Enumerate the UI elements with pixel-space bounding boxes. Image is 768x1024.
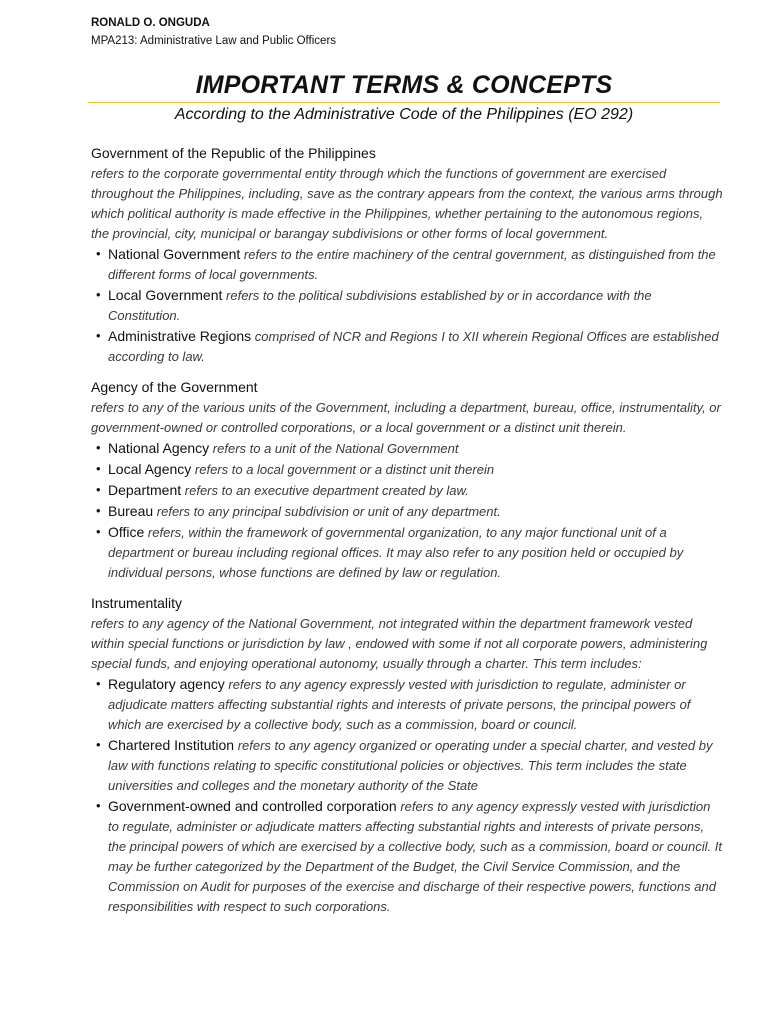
term-item: [91, 285, 723, 326]
bullet-icon: •: [96, 287, 101, 302]
term-item: [91, 326, 723, 367]
term-item: [91, 244, 723, 285]
term-definition: refers to a unit of the National Government: [209, 441, 459, 456]
term-definition: refers to any agency organized or operating under a special charter, and vested by law with functions relating to specific constitutional policies or objectives. This term includes the state universities and colleges and the monetary authority of the State: [108, 738, 713, 793]
section-title: Government of the Republic of the Philippines: [91, 145, 376, 161]
term-item: [91, 522, 723, 583]
term-definition: refers to any agency expressly vested with jurisdiction to regulate, administer or adjudicate matters affecting substantial rights and interests of private persons, the principal powers of which are exercised by a collective body, such as a commission, board or council.: [108, 677, 691, 732]
term-item: [91, 674, 723, 735]
page-title: IMPORTANT TERMS & CONCEPTS: [195, 71, 613, 99]
term-name: Government-owned and controlled corporation: [108, 798, 397, 814]
term-name: National Agency: [108, 440, 210, 456]
course-name: MPA213: Administrative Law and Public Officers: [91, 35, 337, 47]
bullet-icon: •: [96, 676, 101, 691]
bullet-icon: •: [96, 524, 101, 539]
bullet-icon: •: [96, 482, 101, 497]
title-divider: [88, 102, 720, 103]
term-item: [91, 735, 723, 796]
term-name: Administrative Regions: [108, 328, 252, 344]
bullet-icon: •: [96, 328, 101, 343]
bullet-icon: •: [96, 461, 101, 476]
term-name: Local Government: [108, 287, 223, 303]
term-name: Bureau: [108, 503, 154, 519]
term-name: Office: [108, 524, 145, 540]
term-definition: refers to any agency expressly vested with jurisdiction to regulate, administer or adjudicate matters affecting substantial rights and interests of private persons, the principal powers of which are exercised by a collective body, such as a commission, board or council. It may be further categorized by the Department of the Budget, the Civil Service Commission, and the Commission on Audit for purposes of the exercise and discharge of their respective powers, functions and responsibilities with respect to such corporations.: [108, 799, 722, 914]
term-definition: refers to the entire machinery of the central government, as distinguished from the different forms of local governments.: [108, 247, 716, 282]
section-government-republic: [91, 143, 723, 367]
term-item: [91, 501, 723, 522]
document-header: [91, 14, 336, 50]
term-item: [91, 796, 723, 917]
term-item: [91, 480, 723, 501]
term-list: [91, 244, 723, 367]
term-name: Regulatory agency: [108, 676, 225, 692]
term-item: [91, 438, 723, 459]
term-name: Department: [108, 482, 182, 498]
term-definition: refers to a local government or a distinct unit therein: [191, 462, 495, 477]
term-definition: refers to any principal subdivision or unit of any department.: [153, 504, 501, 519]
bullet-icon: •: [96, 440, 101, 455]
bullet-icon: •: [96, 246, 101, 261]
section-agency-of-government: [91, 377, 723, 583]
term-definition: refers to an executive department created by law.: [181, 483, 469, 498]
document-content: [91, 143, 723, 927]
term-list: [91, 438, 723, 583]
bullet-icon: •: [96, 737, 101, 752]
bullet-icon: •: [96, 798, 101, 813]
term-name: Chartered Institution: [108, 737, 235, 753]
bullet-icon: •: [96, 503, 101, 518]
term-definition: refers, within the framework of governmental organization, to any major functional unit of a department or bureau including regional offices. It may also refer to any position held or occupied by individual persons, whose functions are defined by law or regulation.: [108, 525, 684, 580]
term-definition: refers to the political subdivisions established by or in accordance with the Constitution.: [108, 288, 652, 323]
term-name: National Government: [108, 246, 241, 262]
page-subtitle: According to the Administrative Code of the Philippines (EO 292): [174, 106, 634, 123]
section-title: Agency of the Government: [91, 379, 258, 395]
term-list: [91, 674, 723, 917]
section-title: Instrumentality: [91, 595, 183, 611]
section-body: refers to any of the various units of the Government, including a department, bureau, office, instrumentality, or government-owned or controlled corporations, or a local government or a distinct unit therein.: [91, 400, 721, 435]
term-definition: comprised of NCR and Regions I to XII wherein Regional Offices are established according to law.: [108, 329, 719, 364]
term-name: Local Agency: [108, 461, 192, 477]
term-item: [91, 459, 723, 480]
title-block: [88, 70, 720, 126]
author-name: RONALD O. ONGUDA: [91, 17, 210, 29]
section-instrumentality: [91, 593, 723, 917]
section-body: refers to the corporate governmental entity through which the functions of government are exercised throughout the Philippines, including, save as the contrary appears from the context, the various arms through which political authority is made effective in the Philippines, whether pertaining to the autonomous regions, the provincial, city, municipal or barangay subdivisions or other forms of local government.: [91, 166, 723, 241]
section-body: refers to any agency of the National Government, not integrated within the department framework vested within special functions or jurisdiction by law , endowed with some if not all corporate powers, administering special funds, and enjoying operational autonomy, usually through a charter. This term includes:: [91, 616, 708, 671]
